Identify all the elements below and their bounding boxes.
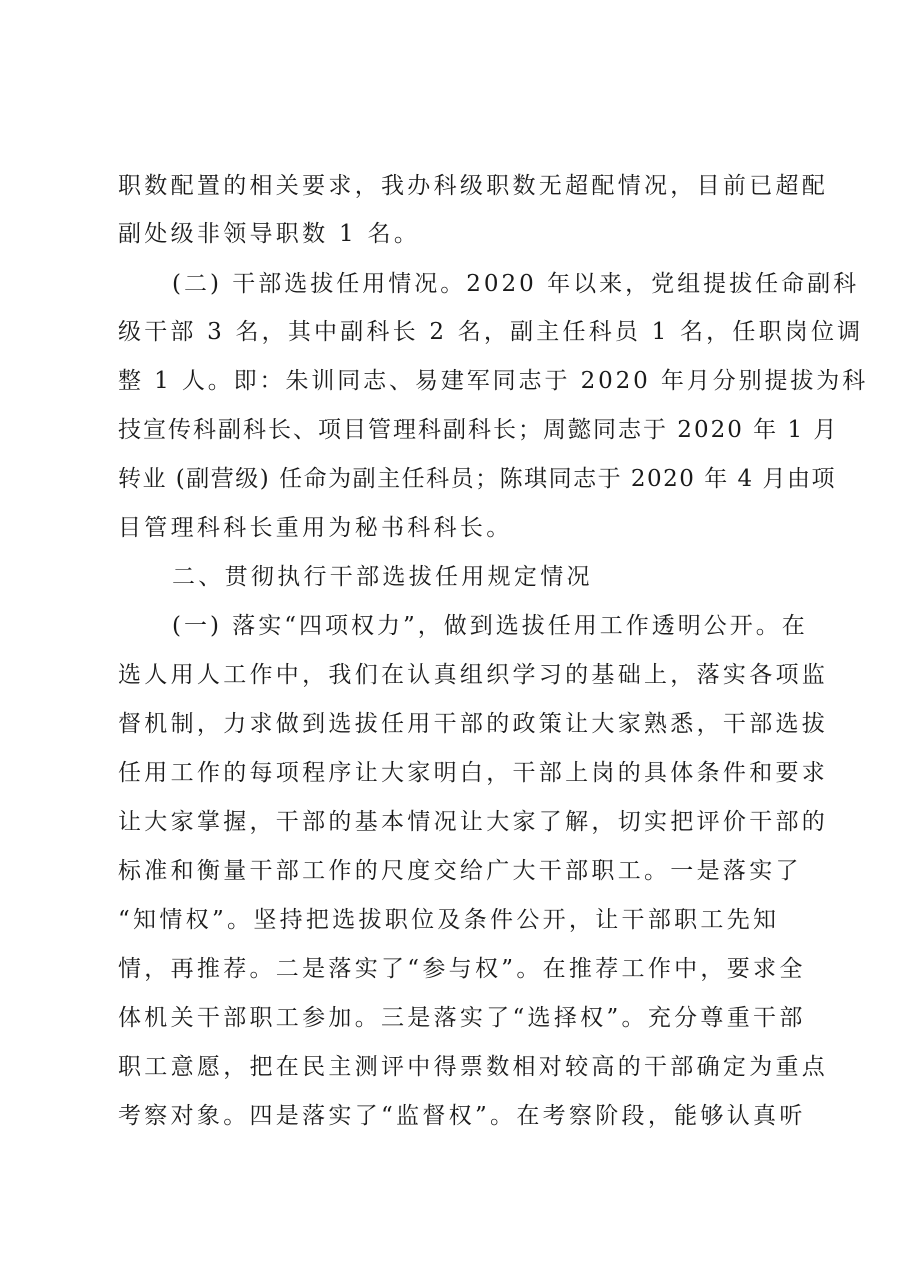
text-line: 任用工作的每项程序让大家明白，干部上岗的具体条件和要求 [118,760,829,786]
text-line: 整 1 人。即：朱训同志、易建军同志于 2020 年月分别提拔为科 [118,368,869,394]
section-heading: 二、贯彻执行干部选拔任用规定情况 [172,564,593,590]
text-line: 让大家掌握，干部的基本情况让大家了解，切实把评价干部的 [118,809,829,835]
text-line: 技宣传科副科长、项目管理科副科长；周懿同志于 2020 年 1 月 [118,417,839,443]
text-line: 督机制，力求做到选拔任用干部的政策让大家熟悉，干部选拔 [118,711,829,737]
text-line: 职数配置的相关要求，我办科级职数无超配情况，目前已超配 [118,173,829,199]
text-line: 副处级非领导职数 1 名。 [118,221,421,247]
text-line: 目管理科科长重用为秘书科科长。 [118,515,513,541]
text-line: 体机关干部职工参加。三是落实了“选择权”。充分尊重干部 [118,1005,806,1031]
text-line: 选人用人工作中，我们在认真组织学习的基础上，落实各项监 [118,662,829,688]
text-line: (二) 干部选拔任用情况。2020 年以来，党组提拔任命副科 [172,271,860,297]
text-line: (一) 落实“四项权力”，做到选拔任用工作透明公开。在 [172,613,808,639]
text-line: 职工意愿，把在民主测评中得票数相对较高的干部确定为重点 [118,1054,829,1080]
text-line: 级干部 3 名，其中副科长 2 名，副主任科员 1 名，任职岗位调 [118,319,864,345]
text-line: 标准和衡量干部工作的尺度交给广大干部职工。一是落实了 [118,858,802,884]
text-line: 转业 (副营级) 任命为副主任科员；陈琪同志于 2020 年 4 月由项 [118,466,836,492]
text-line: “知情权”。坚持把选拔职位及条件公开，让干部职工先知 [118,907,780,933]
text-line: 考察对象。四是落实了“监督权”。在考察阶段，能够认真听 [118,1103,806,1129]
text-line: 情，再推荐。二是落实了“参与权”。在推荐工作中，要求全 [118,956,806,982]
